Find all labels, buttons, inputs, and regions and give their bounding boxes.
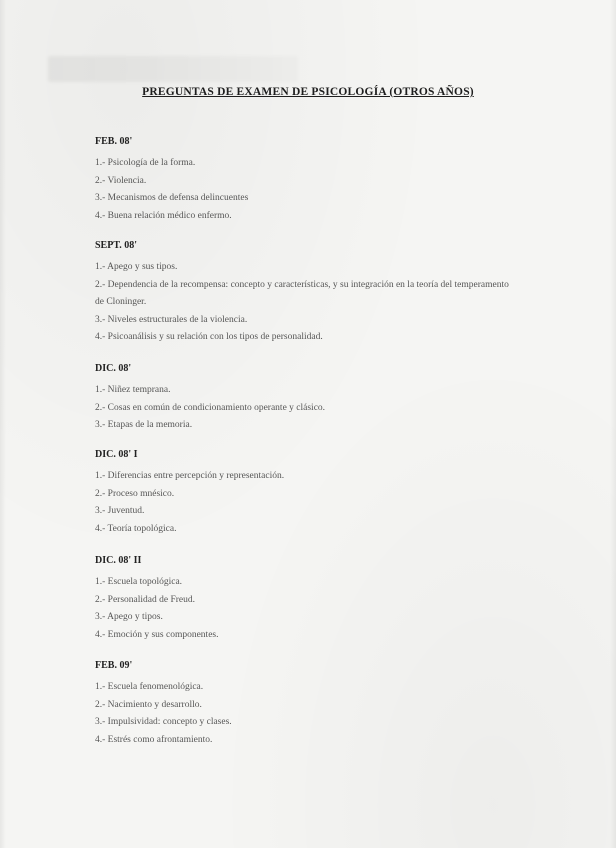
question-item: 4.- Psicoanálisis y su relación con los tipos de personalidad. <box>95 332 323 342</box>
question-item: 2.- Proceso mnésico. <box>95 488 175 499</box>
question-item: 4.- Buena relación médico enfermo. <box>95 210 232 221</box>
question-item: 3.- Niveles estructurales de la violencia. <box>95 314 248 325</box>
section-heading: SEPT. 08' <box>95 240 138 251</box>
exam-section-dic-08 <box>95 363 515 435</box>
question-item: 3.- Etapas de la memoria. <box>95 420 193 430</box>
question-item: 3.- Impulsividad: concepto y clases. <box>95 717 232 727</box>
scan-edge-left <box>0 0 6 848</box>
section-heading: DIC. 08' II <box>95 555 142 566</box>
question-item: 3.- Juventud. <box>95 506 145 516</box>
exam-section-feb-08 <box>95 136 515 225</box>
exam-section-feb-09 <box>95 660 515 749</box>
exam-section-dic-08-i <box>95 449 515 538</box>
question-item: 1.- Escuela fenomenológica. <box>95 682 204 692</box>
section-heading: DIC. 08' I <box>95 449 138 460</box>
question-item: 1.- Diferencias entre percepción y representación. <box>95 471 285 481</box>
question-item: 3.- Apego y tipos. <box>95 612 163 622</box>
question-item: 1.- Apego y sus tipos. <box>95 262 178 272</box>
section-heading: FEB. 09' <box>95 660 133 671</box>
question-item: 2.- Personalidad de Freud. <box>95 594 195 605</box>
section-heading: FEB. 08' <box>95 136 133 147</box>
question-item: 4.- Emoción y sus componentes. <box>95 629 219 640</box>
section-heading: DIC. 08' <box>95 363 132 374</box>
question-item: 2.- Nacimiento y desarrollo. <box>95 699 202 710</box>
question-item: 1.- Psicología de la forma. <box>95 158 196 168</box>
faded-header-mark <box>48 56 298 82</box>
question-item: 4.- Estrés como afrontamiento. <box>95 734 213 745</box>
question-item: 1.- Niñez temprana. <box>95 385 171 395</box>
question-item: 4.- Teoría topológica. <box>95 523 177 534</box>
exam-section-dic-08-ii <box>95 555 515 644</box>
document-title: PREGUNTAS DE EXAMEN DE PSICOLOGÍA (OTROS AÑOS) <box>142 86 474 98</box>
question-item: 3.- Mecanismos de defensa delincuentes <box>95 193 249 203</box>
question-item: 2.- Cosas en común de condicionamiento operante y clásico. <box>95 402 326 413</box>
question-item: 1.- Escuela topológica. <box>95 577 183 587</box>
scan-edge-right <box>610 0 616 848</box>
exam-section-sept-08 <box>95 240 515 347</box>
question-item: 2.- Dependencia de la recompensa: concepto y características, y su integración en la teoría del temperamento de Cloninger. <box>95 279 509 307</box>
question-item: 2.- Violencia. <box>95 175 147 186</box>
